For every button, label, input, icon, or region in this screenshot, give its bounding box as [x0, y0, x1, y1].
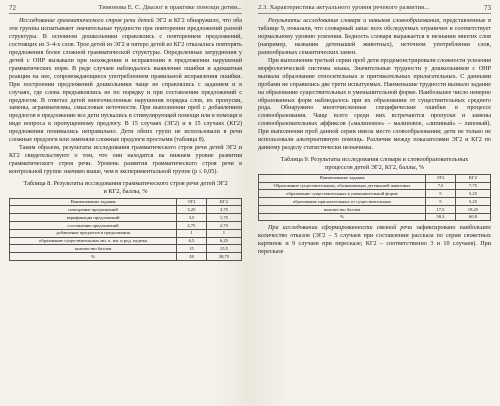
table-8-caption: Таблица 8. Результаты исследования грамматического строя речи детей ЭГ2 и КГ2, баллы, %	[23, 180, 228, 195]
table-header-cell: КГ2	[455, 174, 490, 182]
score-cell: 5,25	[455, 190, 490, 198]
task-name-cell: %	[10, 253, 177, 261]
right-closing-paragraph: При исследовании сформированности связной речи зафиксировано наибольшее количество отказов (ЭГ2 – 5 случаев при составлении рассказа по серии сюжетных картинок и 9 случаев при пересказе; КГ2 – соответственно 3 и 10 случаев). При пересказе	[258, 225, 492, 256]
score-cell: 17,5	[426, 205, 456, 213]
left-page-number: 72	[9, 4, 16, 12]
right-page-number: 73	[484, 4, 491, 12]
score-cell: 15,5	[206, 245, 241, 253]
table-header-cell: КГ2	[206, 198, 241, 206]
right-paragraph-1: Результаты исследования словаря и навыков словообразования, представленные в таблице 9, показали, что словарный запас всех обследуемых ограничен и соответствует нормальному уровню усвоения. Бедность словаря выражается в незнании многих слов (например, названия детенышей животных), неточном употреблении слов, разнообразных семантических замен.	[258, 18, 491, 56]
table-row	[10, 214, 242, 222]
task-name-cell: образование существительных в уменьшительной форме	[259, 190, 426, 198]
table-row	[10, 245, 242, 253]
task-name-cell: %	[259, 213, 426, 221]
table-header-cell: ЭГ2	[177, 198, 207, 206]
table-row	[259, 198, 491, 206]
table-header-cell: ЭГ2	[426, 174, 456, 182]
score-cell: 5	[426, 198, 456, 206]
right-running-header	[258, 4, 491, 14]
table-row	[259, 182, 491, 190]
score-cell: 7,5	[426, 182, 456, 190]
table-row	[259, 205, 491, 213]
task-name-cell: составление предложений	[10, 222, 177, 230]
table-9	[258, 174, 491, 222]
task-name-cell: верификация предложений	[10, 214, 177, 222]
table-row	[10, 222, 242, 230]
table-row	[10, 253, 242, 261]
task-name-cell: образование существительных мн. ч. им. и род. падежа	[10, 237, 177, 245]
score-cell: 38,75	[206, 253, 241, 261]
table-9-caption: Таблица 9. Результаты исследования словаря и словообразовательных процессов детей ЭГ2, КГ2, баллы, %	[280, 156, 469, 171]
score-cell: 1,75	[206, 214, 241, 222]
score-cell: 6,25	[206, 237, 241, 245]
right-page	[250, 0, 500, 406]
score-cell: 58,3	[426, 213, 456, 221]
right-running-head: 2.3. Характеристика актуального уровня речевого развития...	[258, 4, 430, 11]
score-cell: 5,25	[455, 198, 490, 206]
left-paragraph-1: Исследование грамматического строя речи детей ЭГ2 и КГ2 обнаружило, что оба эти группы испытывают значительные трудности при повторении предложений разной структуры. В основном дошкольники справлялись с повторением предложений, состоящих из 3–4-х слов. Трое детей из ЭГ2 и пятеро детей из КГ2 отказались повторять предложения более сложной грамматической структуры. Определенные затруднения у детей с ОНР вызывали при нахождении и исправлении в предложении нарушений грамматических норм. В ряде случаев наблюдалось выявление ошибки и адекватная реакция на нее, сопровождающиеся употреблением правильной исправления ошибки. При построении предложений дошкольники чаще не справлялись с заданием и в случаях, где слова предъявлялись не по порядку и при составлении предложений с предлогом. В ответах детей многочисленные нарушения порядка слов, их пропуски, замены, аграмматизмы, смысловые неточности. При выполнении проб с добавлением предлогов в предложение все дети пускались в стимулирующей помощи или в помощи в виде вопроса к пропущенному предлогу. В 15 случаях (ЭГ2) и в 15 случаях (КГ2) предложения понимались неправильно. Дети обеих групп не использовали в речи сложные предлоги или заменяли сложные предлоги простыми (таблица 8).	[9, 18, 242, 144]
table-8	[9, 198, 242, 261]
score-cell: 38	[177, 253, 207, 261]
score-cell: 1	[177, 229, 207, 237]
score-cell: 2,75	[177, 222, 207, 230]
table-row	[10, 237, 242, 245]
score-cell: 2,75	[206, 222, 241, 230]
left-running-header	[9, 4, 242, 14]
score-cell: 3,5	[177, 214, 207, 222]
left-paragraph-2: Таким образом, результаты исследования грамматического строя речи детей ЭГ2 и КГ2 свидетельствуют о том, что они находятся на нижнем уровне развития грамматического строя речи. Уровень развития грамматического строя речи в контрольной группе значимо выше, чем в экспериментальной группе (p ≤ 0,05).	[9, 145, 242, 176]
task-name-cell: количество баллов	[10, 245, 177, 253]
score-cell: 3,25	[177, 206, 207, 214]
score-cell: 3,75	[206, 206, 241, 214]
table-row	[259, 190, 491, 198]
table-row	[10, 229, 242, 237]
table-header-cell: Наименование задания	[10, 198, 177, 206]
task-name-cell: образование прилагательных от существительных	[259, 198, 426, 206]
score-cell: 1	[206, 229, 241, 237]
score-cell: 15	[177, 245, 207, 253]
table-row	[259, 213, 491, 221]
table-header-cell: Наименование задания	[259, 174, 426, 182]
task-name-cell: добавление предлогов в предложения	[10, 229, 177, 237]
task-name-cell: Образование существительных, обозначающих детенышей животных	[259, 182, 426, 190]
score-cell: 18,25	[455, 205, 490, 213]
left-running-head: Тимонова Е. С. Диалог в практике помощи детям...	[98, 4, 242, 11]
score-cell: 6,5	[177, 237, 207, 245]
score-cell: 60,8	[455, 213, 490, 221]
table-header-row	[259, 174, 491, 182]
task-name-cell: повторение предложений	[10, 206, 177, 214]
table-header-row	[10, 198, 242, 206]
right-paragraph-2: При выполнении третьей серии проб дети продемонстрировали сложности усвоения морфологической системы языка. Значительные трудности у дошкольников с ОНР вызвали образование относительных и притяжательных прилагательных. С данными пробами не справились две трети испытуемых. Наименьшие трудности вызвало задание на образование существительных в уменьшительной форме. Наибольшее число неверно образованных форм наблюдалось при их образовании от существительных среднего рода. Обнаружено многочисленные специфические ошибки в процессе словообразования. Чаще всего среди них встречаются пропуски и замены словообразовательных аффиксов («малиновое» – малиновое, «липиный» – липовый). При выполнении проб данной серии имела место словообразования; дети не только не использовали альтернативную помощь. Различия между показателями ЭГ2 и КГ2 по данному разделу статистически незначимы.	[258, 57, 491, 152]
task-name-cell: количество баллов	[259, 205, 426, 213]
score-cell: 5	[426, 190, 456, 198]
score-cell: 7,75	[455, 182, 490, 190]
table-row	[10, 206, 242, 214]
